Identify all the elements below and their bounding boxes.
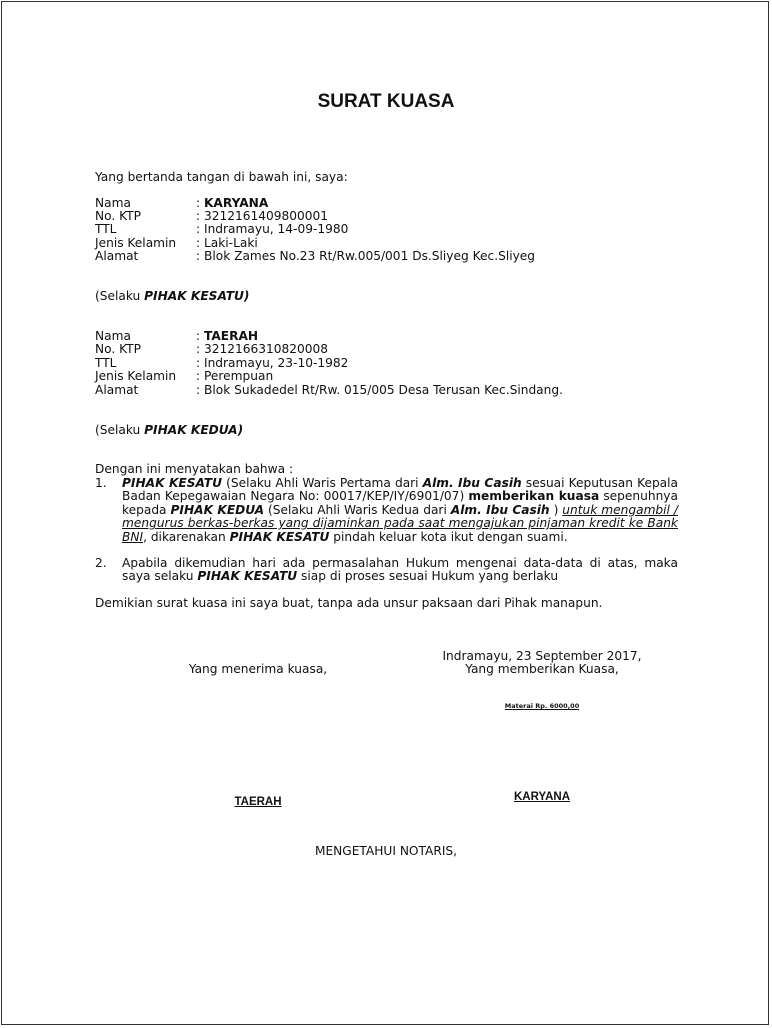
notary-label: MENGETAHUI NOTARIS, [314, 844, 458, 858]
party1-ttl-value: : Indramayu, 14-09-1980 [196, 222, 349, 236]
party2-gender-label: Jenis Kelamin [95, 369, 177, 383]
receiver-signature-name: TAERAH [234, 796, 282, 808]
party2-name-label: Nama [95, 329, 131, 343]
party2-gender-value: : Perempuan [196, 369, 274, 383]
party1-address-label: Alamat [95, 249, 139, 263]
intro-text: Yang bertanda tangan di bawah ini, saya: [95, 170, 348, 184]
party2-address-value: : Blok Sukadedel Rt/Rw. 015/005 Desa Terusan Kec.Sindang. [196, 383, 563, 397]
party1-gender-label: Jenis Kelamin [95, 236, 177, 250]
item-2-number: 2. [95, 556, 107, 570]
party2-ttl-value: : Indramayu, 23-10-1982 [196, 356, 349, 370]
party2-ktp-value: : 3212166310820008 [196, 342, 329, 356]
item-1-text: PIHAK KESATU (Selaku Ahli Waris Pertama dari Alm. Ibu Casih sesuai Keputusan Kepala Badan Kepegawaian Negara No: 00017/KEP/IY/6901/07) memberikan kuasa sepenuhnya kepada PIHAK KEDUA (Selaku Ahli Waris Kedua dari Alm. Ibu Casih ) untuk mengambil / mengurus berkas-berkas yang dijaminkan pada saat mengajukan pinjaman kredit ke Bank BNI, dikarenakan PIHAK KESATU pindah keluar kota ikut dengan suami. [122, 476, 679, 544]
giver-label: Yang memberikan Kuasa, [465, 662, 619, 676]
party2-role: (Selaku PIHAK KEDUA) [95, 423, 244, 437]
party1-name-label: Nama [95, 196, 131, 210]
party1-gender-value: : Laki-Laki [196, 236, 258, 250]
giver-signature-name: KARYANA [513, 791, 571, 803]
party1-ktp-label: No. KTP [95, 209, 141, 223]
stamp-label: Materai Rp. 6000,00 [504, 702, 580, 710]
item-2-text: Apabila dikemudian hari ada permasalahan Hukum mengenai data-data di atas, maka saya selaku PIHAK KESATU siap di proses sesuai Hukum yang berlaku [122, 556, 678, 584]
closing-text: Demikian surat kuasa ini saya buat, tanpa ada unsur paksaan dari Pihak manapun. [95, 596, 603, 610]
party2-ktp-label: No. KTP [95, 342, 141, 356]
party1-ktp-value: : 3212161409800001 [196, 209, 329, 223]
party1-role: (Selaku PIHAK KESATU) [95, 289, 250, 303]
party2-address-label: Alamat [95, 383, 139, 397]
statement-intro: Dengan ini menyatakan bahwa : [95, 462, 294, 476]
place-date: Indramayu, 23 September 2017, [442, 649, 642, 663]
receiver-label: Yang menerima kuasa, [188, 662, 328, 676]
document-title: SURAT KUASA [317, 91, 455, 112]
party2-name-value: : TAERAH [196, 329, 259, 343]
party1-name-value: : KARYANA [196, 196, 269, 210]
party1-ttl-label: TTL [95, 222, 117, 236]
item-1-number: 1. [95, 476, 107, 490]
party1-address-value: : Blok Zames No.23 Rt/Rw.005/001 Ds.Sliyeg Kec.Sliyeg [196, 249, 536, 263]
party2-ttl-label: TTL [95, 356, 117, 370]
